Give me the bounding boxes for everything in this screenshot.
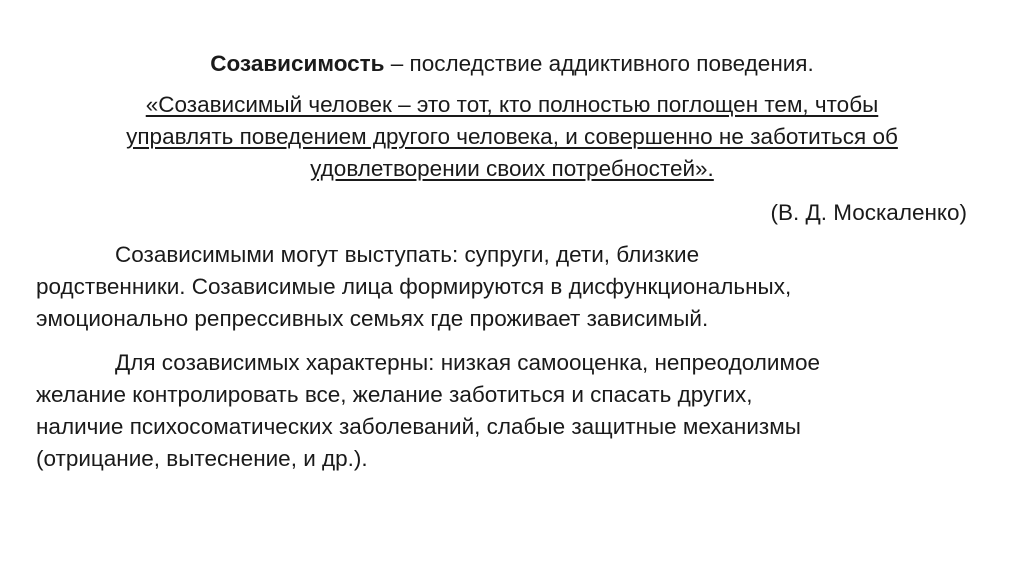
paragraph-2-line-1: Для созависимых характерны: низкая самооценка, непреодолимое [115,350,820,375]
quote-line-2: управлять поведением другого человека, и совершенно не заботиться об [126,124,898,149]
quote-author: (В. Д. Москаленко) [770,200,967,225]
title-term: Созависимость [210,51,385,76]
quote-line-1: «Созависимый человек – это тот, кто полностью поглощен тем, чтобы [145,92,879,117]
paragraph-2-line-2: желание контролировать все, желание заботиться и спасать других, [36,382,753,407]
quote-line-3: удовлетворении своих потребностей». [310,156,714,181]
paragraph-2-line-3: наличие психосоматических заболеваний, слабые защитные механизмы [36,414,801,439]
title-rest: – последствие аддиктивного поведения. [384,51,814,76]
slide-title [0,49,1024,79]
paragraph-1-line-3: эмоционально репрессивных семьях где проживает зависимый. [36,306,709,331]
paragraph-1-line-2: родственники. Созависимые лица формируются в дисфункциональных, [36,274,792,299]
paragraph-1-line-1: Созависимыми могут выступать: супруги, дети, близкие [115,242,700,267]
paragraph-2-line-4: (отрицание, вытеснение, и др.). [36,446,368,471]
